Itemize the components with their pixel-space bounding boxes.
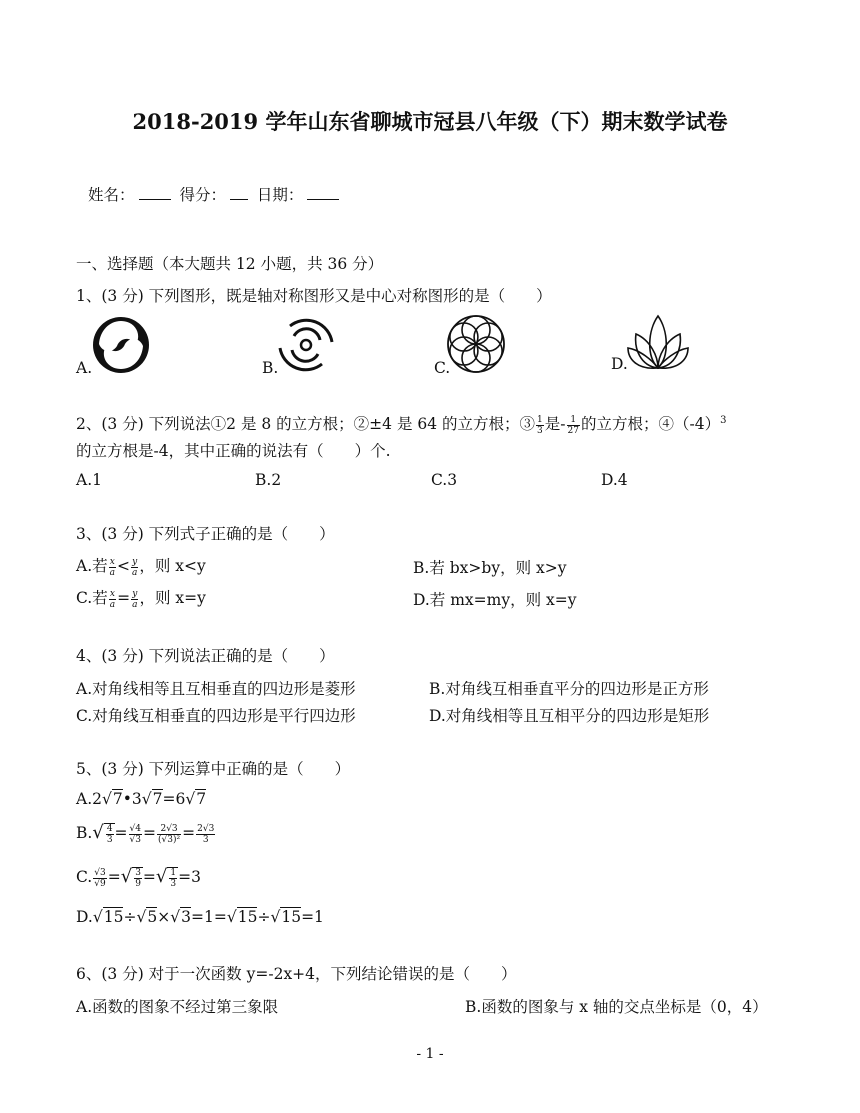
question-5-stem: 5、(3 分) 下列运算中正确的是（ ）: [76, 760, 351, 778]
q4-option-d: D.对角线相等且互相平分的四边形是矩形: [429, 707, 710, 725]
fraction-one-third: $\frac{1}{3}$: [537, 414, 543, 436]
question-1-stem: 1、(3 分) 下列图形，既是轴对称图形又是中心对称图形的是（ ）: [76, 287, 552, 305]
q6-option-a: A.函数的图象不经过第三象限: [76, 998, 279, 1016]
question-6-stem: 6、(3 分) 对于一次函数 y=-2x+4，下列结论错误的是（ ）: [76, 965, 517, 983]
fraction-one-27th: $\frac{1}{27}$: [567, 414, 579, 436]
q2-cube-exponent: 3: [720, 414, 727, 426]
q2-option-a: A.1: [76, 471, 102, 489]
q1-option-a: A.: [76, 359, 93, 377]
question-2-stem-line2: 的立方根是-4，其中正确的说法有（ ）个.: [76, 442, 391, 460]
q1-option-c: C.: [434, 359, 451, 377]
question-4-stem: 4、(3 分) 下列说法正确的是（ ）: [76, 647, 335, 665]
q5-option-c: C. $\frac{√3}{√9}$ =√ $\frac{3}{9}$ =√ $\frac{1}{3}$ =3: [76, 866, 201, 889]
q3-option-a: A.若 $\frac{x}{a}$ < $\frac{y}{a}$ ，则 x<y: [76, 556, 206, 578]
q5-option-a: A.2√7•3√7=6√7: [76, 790, 207, 808]
score-label: 得分：: [179, 186, 226, 204]
q1-option-d: D.: [611, 355, 628, 373]
question-3-stem: 3、(3 分) 下列式子正确的是（ ）: [76, 525, 335, 543]
q2-stem-part-b: 的立方根；④（-4）: [580, 415, 721, 433]
q2-option-c: C.3: [431, 471, 458, 489]
q3-option-b: B.若 bx>by，则 x>y: [413, 559, 567, 577]
q2-stem-mid: 是-: [544, 415, 566, 433]
q2-stem-part-a: 2、(3 分) 下列说法①2 是 8 的立方根；②±4 是 64 的立方根；③: [76, 415, 536, 433]
six-petal-rosette-icon: [446, 314, 506, 374]
section-heading: 一、选择题（本大题共 12 小题，共 36 分）: [76, 255, 384, 273]
q6-option-b: B.函数的图象与 x 轴的交点坐标是（0，4）: [465, 998, 768, 1016]
q3-option-c: C.若 $\frac{x}{a}$ = $\frac{y}{a}$ ，则 x=y: [76, 588, 206, 610]
q3-option-d: D.若 mx=my，则 x=y: [413, 591, 577, 609]
q5-option-b: B.√ $\frac{4}{3}$ = $\frac{√4}{√3}$ = $\frac{2√3}{\text{(√3)²}}$ = $\frac{2√3}{3}$: [76, 822, 215, 845]
name-label: 姓名：: [88, 186, 135, 204]
date-label: 日期：: [256, 186, 304, 204]
q1-option-b: B.: [262, 359, 279, 377]
q4-option-c: C.对角线互相垂直的四边形是平行四边形: [76, 707, 356, 725]
q2-option-b: B.2: [255, 471, 282, 489]
split-circle-swirl-icon: [90, 316, 152, 374]
date-blank: [307, 198, 339, 200]
lotus-flower-icon: [626, 312, 690, 372]
name-blank: [139, 198, 171, 200]
q5-option-d: D.√15÷√5×√3=1=√15÷√15=1: [76, 908, 324, 926]
score-blank: [230, 198, 248, 200]
student-info-line: [88, 183, 343, 205]
q4-option-b: B.对角线互相垂直平分的四边形是正方形: [429, 680, 709, 698]
exam-title: 2018-2019 学年山东省聊城市冠县八年级（下）期末数学试卷: [132, 109, 728, 134]
q4-option-a: A.对角线相等且互相垂直的四边形是菱形: [76, 680, 356, 698]
page-number: - 1 -: [416, 1046, 444, 1062]
q2-option-d: D.4: [601, 471, 628, 489]
question-2-stem: [76, 412, 726, 436]
broken-ring-eye-icon: [276, 316, 336, 374]
